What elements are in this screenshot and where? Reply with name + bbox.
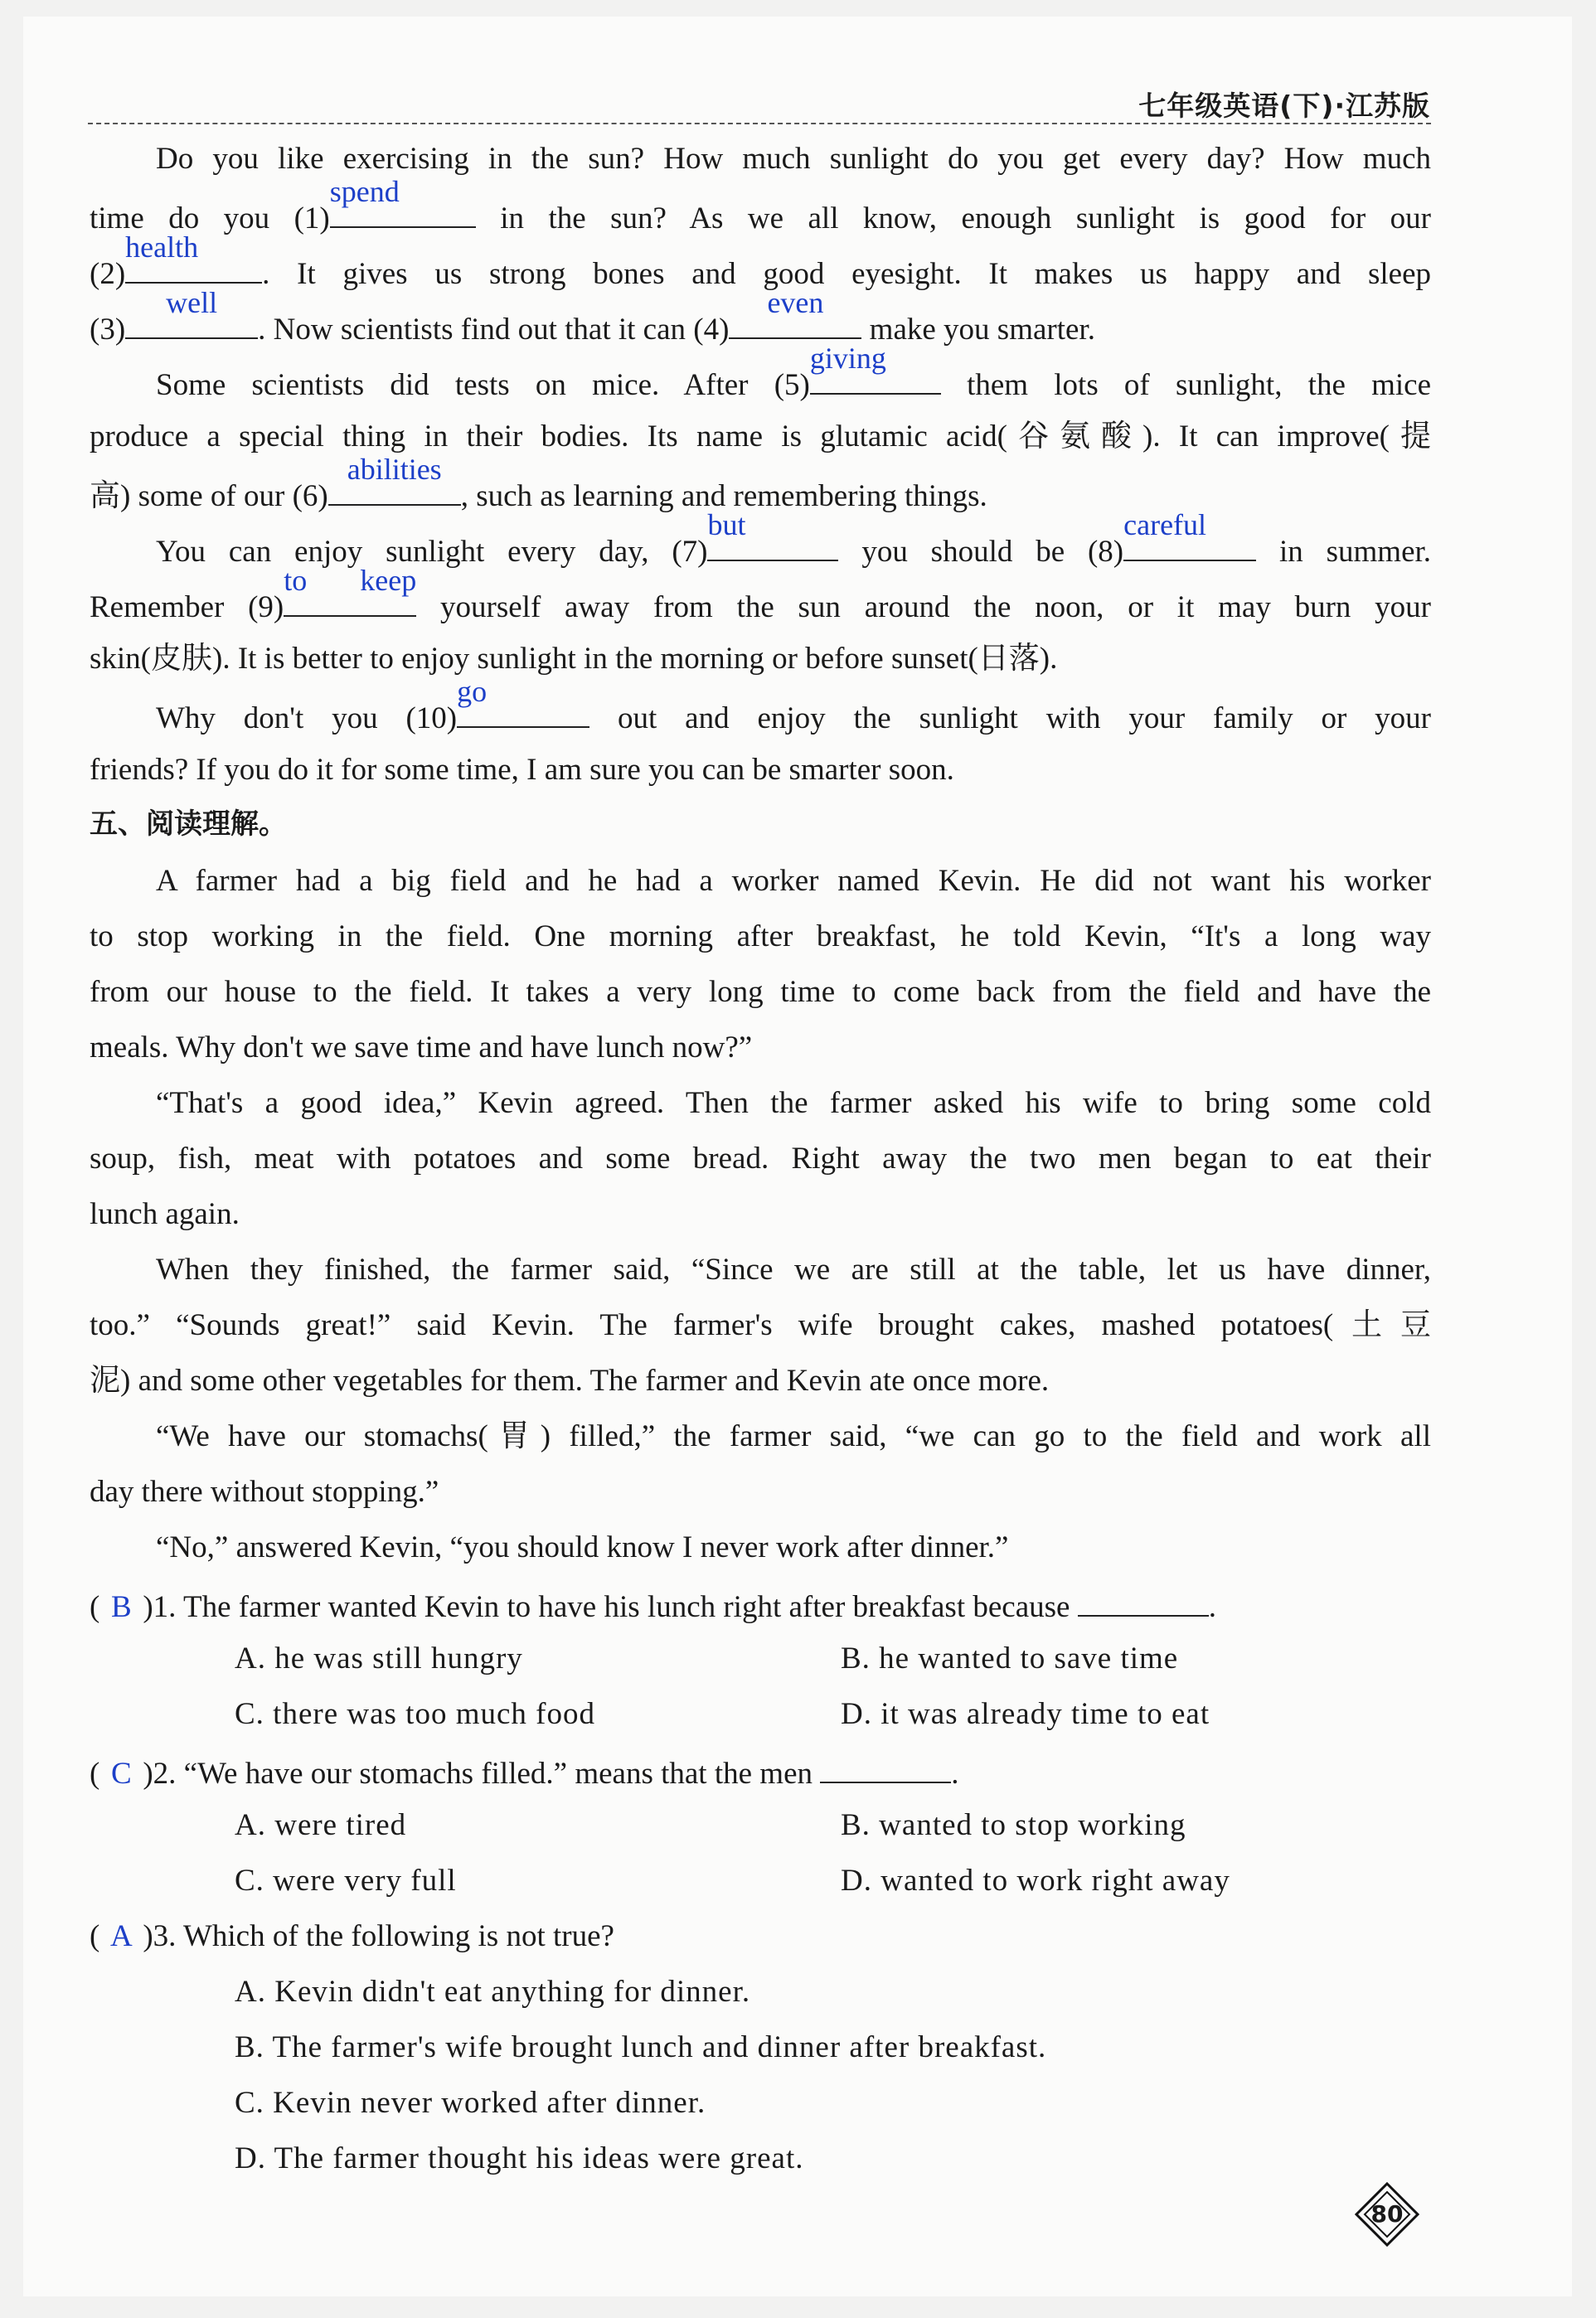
question-1: ( B )1. The farmer wanted Kevin to have his lunch right after breakfast because . [90,1578,1216,1628]
story-line: “That's a good idea,” Kevin agreed. Then the farmer asked his wife to bring some cold [156,1086,1431,1120]
option-c: C. there was too much food [235,1697,595,1731]
header-divider [88,123,1431,124]
option-d: D. The farmer thought his ideas were great. [235,2141,804,2175]
option-a: A. were tired [235,1808,407,1842]
passage-line: time do you (1) spend in the sun? As we all know, enough sunlight is good for our [90,175,1431,235]
question-3: ( A )3. Which of the following is not true? [90,1912,614,1962]
story-line: to stop working in the field. One morning after breakfast, he told Kevin, “It's a long way [90,919,1431,953]
answer-blank-4: even [729,301,861,339]
passage-line: Why don't you (10) go out and enjoy the sunlight with your family or your [156,675,1432,735]
passage-line: Remember (9) to keep yourself away from the sun around the noon, or it may burn your [90,564,1431,624]
passage-line: 高) some of our (6) abilities , such as learning and remembering things. [90,453,987,513]
story-line: “We have our stomachs(胃) filled,” the farmer said, “we can go to the field and work all [156,1419,1431,1453]
passage-line: produce a special thing in their bodies. Its name is glutamic acid(谷氨酸). It can improve(提 [90,419,1431,453]
option-c: C. were very full [235,1864,457,1898]
passage-line: You can enjoy sunlight every day, (7) but you should be (8) careful in summer. [156,508,1432,569]
passage-line: Do you like exercising in the sun? How much sunlight do you get every day? How much [156,142,1431,176]
story-line: lunch again. [90,1197,240,1231]
option-c: C. Kevin never worked after dinner. [235,2086,706,2120]
option-b: B. he wanted to save time [841,1642,1179,1675]
page-number: 80 [1355,2182,1419,2247]
answer-blank-9: to keep [284,579,416,617]
answer-blank-6: abilities [328,468,461,506]
header-title: 七年级英语(下)·江苏版 [1138,90,1430,122]
option-a: A. Kevin didn't eat anything for dinner. [235,1975,751,2009]
story-line: soup, fish, meat with potatoes and some bread. Right away the two men began to eat their [90,1142,1431,1176]
question-2: ( C )2. “We have our stomachs filled.” means that the men . [90,1745,959,1795]
answer-blank-8: careful [1123,523,1256,561]
section-title: 五、阅读理解。 [90,807,287,841]
passage-line: skin(皮肤). It is better to enjoy sunlight in the morning or before sunset(日落). [90,642,1058,676]
option-b: B. wanted to stop working [841,1808,1186,1842]
story-line: too.” “Sounds great!” said Kevin. The farmer's wife brought cakes, mashed potatoes(土豆 [90,1308,1431,1342]
answer-blank-7: but [707,523,838,561]
answer-blank-10: go [457,690,589,728]
passage-line: (3) well . Now scientists find out that it can (4) even make you smarter. [90,286,1095,347]
story-line: 泥) and some other vegetables for them. The farmer and Kevin ate once more. [90,1364,1050,1398]
option-d: D. it was already time to eat [841,1697,1210,1731]
answer-mark: C [110,1757,132,1791]
option-b: B. The farmer's wife brought lunch and dinner after breakfast. [235,2030,1047,2064]
passage-line: (2) health . It gives us strong bones and good eyesight. It makes us happy and sleep [90,230,1431,291]
answer-mark: B [110,1590,132,1624]
answer-blank-1: spend [330,190,476,228]
passage-line: friends? If you do it for some time, I am sure you can be smarter soon. [90,753,954,787]
story-line: A farmer had a big field and he had a worker named Kevin. He did not want his worker [156,864,1431,898]
story-line: “No,” answered Kevin, “you should know I never work after dinner.” [156,1530,1009,1564]
option-a: A. he was still hungry [235,1642,523,1675]
option-d: D. wanted to work right away [841,1864,1230,1898]
answer-blank-2: health [125,245,262,284]
passage-line: Some scientists did tests on mice. After (5) giving them lots of sunlight, the mice [156,342,1432,402]
answer-line [1078,1578,1209,1617]
story-line: meals. Why don't we save time and have lunch now?” [90,1030,753,1064]
story-line: day there without stopping.” [90,1475,439,1509]
story-line: When they finished, the farmer said, “Since we are still at the table, let us have dinner, [156,1253,1431,1287]
answer-mark: A [109,1919,133,1953]
answer-line [820,1745,951,1783]
answer-blank-3: well [125,301,258,339]
answer-blank-5: giving [810,356,941,395]
story-line: from our house to the field. It takes a very long time to come back from the field and have the [90,975,1431,1009]
